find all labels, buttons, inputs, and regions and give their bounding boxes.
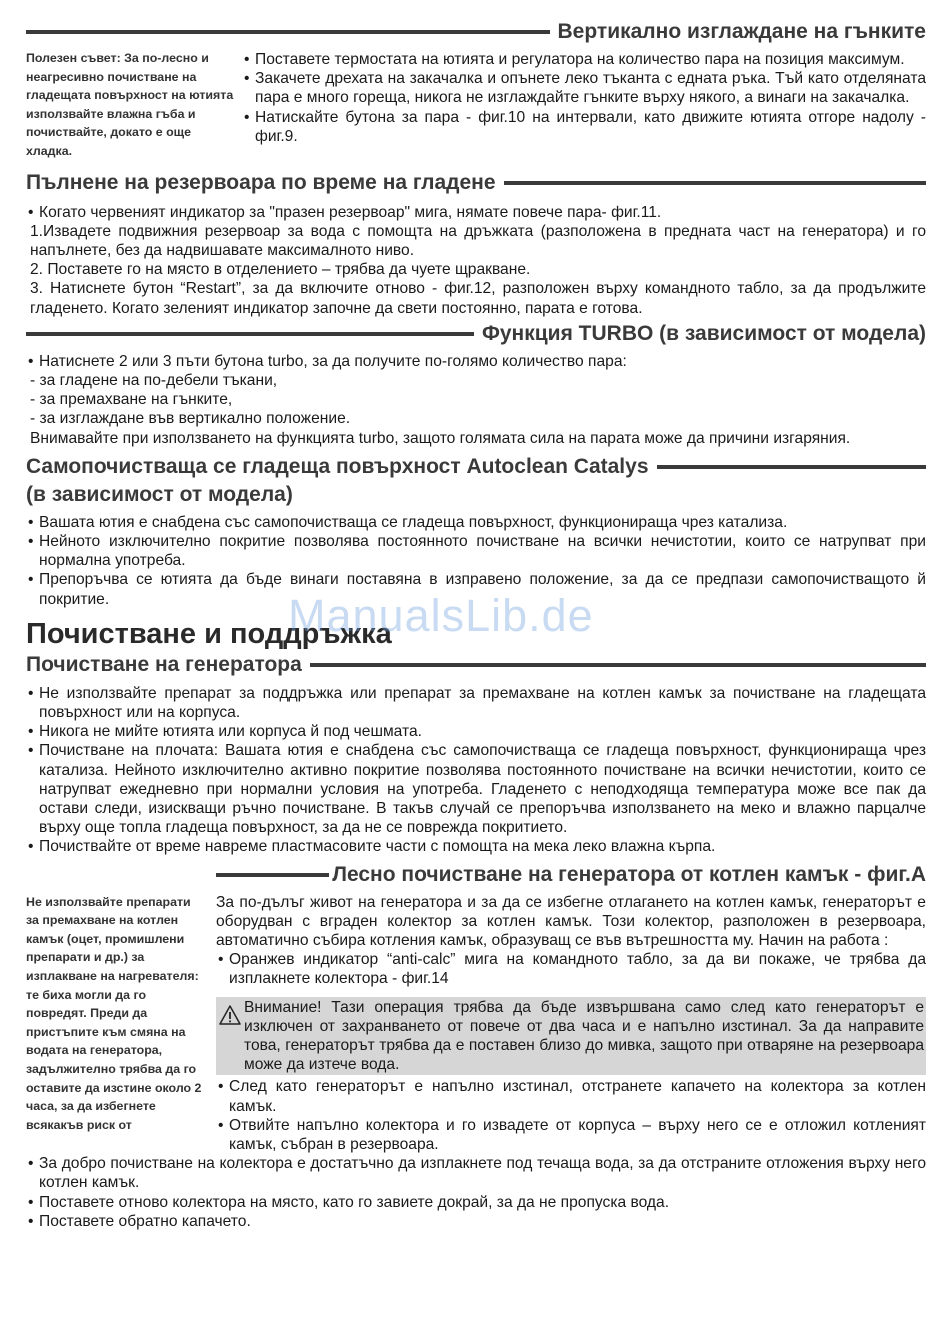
heading-text: Функция TURBO (в зависимост от модела) xyxy=(481,321,926,345)
list-item: • Поставете обратно капачето. xyxy=(26,1212,926,1231)
step-item: 2. Поставете го на място в отделението – трябва да чуете щракване. xyxy=(30,261,531,279)
list-item: • Поставете отново колектора на място, като го завиете докрай, за да не пропуска вода. xyxy=(26,1193,926,1212)
heading-rule xyxy=(216,873,329,877)
list-item: • Натиснете 2 или 3 пъти бутона turbo, за да получите по-голямо количество пара: xyxy=(26,352,926,371)
list-item: • Натискайте бутона за пара - фиг.10 на интервали, като движите ютията отгоре надолу - фиг.9. xyxy=(242,108,926,146)
list-item: • Почистване на плочата: Вашата ютия е снабдена със самопочистваща се гладеща повърхност, функционираща чрез катализа. Нейното изключително активно покритие позволява постоянното почистване на всички нечистотии, които се натрупват ежедневно при нормални условия на употреба. Гладенето с неподходяща температура може все пак да остави следи, изискващи ръчно почистване. В такъв случай се препоръчва използването на меко и влажно парцалче върху още топла гладеща повърхност, за да не се поврежда покритието. xyxy=(26,741,926,837)
section-heading-refill xyxy=(26,169,926,197)
heading-text: Вертикално изглаждане на гънките xyxy=(557,20,926,43)
heading-text: Лесно почистване на генератора от котлен камък - фиг.A xyxy=(332,862,926,886)
list-item: • Закачете дрехата на закачалка и опънете леко тъканта с едната ръка. Тъй като отделяната пара е много гореща, никога не изглаждайте гънките върху някого, а винаги на закачалка. xyxy=(242,69,926,107)
section-heading-vertical xyxy=(26,18,926,46)
step-item: 3. Натиснете бутон “Restart”, за да включите отново - фиг.12, разположен върху командното табло, за да продължите гладенето. Когато зеленият индикатор започне да свети постоянно, парата е готова. xyxy=(30,280,926,317)
list-item: • Не използвайте препарат за поддръжка или препарат за премахване на котлен камък за почистване на гладещата повърхност или на корпуса. xyxy=(26,684,926,722)
warning-triangle-icon xyxy=(219,1005,241,1025)
descale-final-list xyxy=(26,1154,926,1231)
step-item: 1.Извадете подвижния резервоар за вода с помощта на дръжката (разположена в предната част на генератора) и го напълнете, без да надвишавате максималното ниво. xyxy=(30,222,926,259)
heading-rule xyxy=(657,465,926,469)
vertical-list xyxy=(242,50,926,161)
section-heading-autoclean xyxy=(26,453,926,481)
dash-item: - за изглаждане във вертикално положение. xyxy=(30,410,351,428)
section-heading-descale xyxy=(216,861,926,889)
warning-text: Внимание! Тази операция трябва да бъде извършвана само след като генераторът е изключен от захранването от повече от два часа и е напълно изстинал. За да направите това, генераторът трябва да е поставен близо до мивка, защото при отваряне на резервоара може да изтече вода. xyxy=(244,998,924,1074)
dash-item: - за гладене на по-дебели тъкани, xyxy=(30,371,278,389)
main-heading-cleaning: Почистване и поддръжка xyxy=(26,617,392,650)
heading-text: Самопочистваща се гладеща повърхност Autoclean Catalys xyxy=(26,454,649,478)
refill-section xyxy=(26,203,926,318)
section-heading-turbo xyxy=(26,320,926,348)
list-item: • Никога не мийте ютията или корпуса й под чешмата. xyxy=(26,722,926,741)
list-item: • Вашата ютия е снабдена със самопочистваща се гладеща повърхност, функционираща чрез катализа. xyxy=(26,513,926,532)
descale-section xyxy=(26,861,926,1155)
heading-text: Почистване на генератора xyxy=(26,652,302,676)
list-item: • Оранжев индикатор “anti-calc” мига на командното табло, за да ви покаже, че трябва да изплакнете колектора - фиг.14 xyxy=(216,950,926,988)
heading-text: Пълнене на резервоара по време на гладене xyxy=(26,170,496,194)
list-item: • Препоръчва се ютията да бъде винаги поставяна в изправено положение, за да се предпази самопочистващото й покритие. xyxy=(26,570,926,608)
list-item: • Поставете термостата на ютията и регулатора на количество пара на позиция максимум. xyxy=(242,50,926,69)
list-item: • Почиствайте от време навреме пластмасовите части с помощта на мека леко влажна кърпа. xyxy=(26,837,926,856)
descale-sidebar: Не използвайте препарати за премахване на котлен камък (оцет, промишлени препарати и др.) за изплакване на нагревателя: те биха могли да го повредят. Преди да пристъпите към смяна на водата на генератора, задължително трябва да го оставите да изстине около 2 часа, за да избегнете всякакъв риск от xyxy=(26,894,202,1132)
turbo-note: Внимавайте при използването на функцията turbo, защото голямата сила на парата може да причини изгаряния. xyxy=(30,429,851,447)
list-item: • Отвийте напълно колектора и го извадете от корпуса – върху него се е отложил котленият камък, събран в резервоара. xyxy=(216,1116,926,1154)
heading-rule xyxy=(504,181,926,185)
heading-rule xyxy=(310,663,926,667)
tip-sidebar: Полезен съвет: За по-лесно и неагресивно почистване на гладещата повърхност на ютията използвайте влажна гъба и почиствайте, докато е още хладка. xyxy=(26,51,234,158)
warning-box xyxy=(216,997,926,1076)
list-item: • Когато червеният индикатор за "празен резервоар" мига, нямате повече пара- фиг.11. xyxy=(26,203,926,222)
dash-item: - за премахване на гънките, xyxy=(30,391,233,409)
list-item: • За добро почистване на колектора е достатъчно да изплакнете под течаща вода, за да отстраните отложения върху него котлен камък. xyxy=(26,1154,926,1192)
descale-intro: За по-дълъг живот на генератора и за да се избегне отлагането на котлен камък, генераторът е оборудван с вграден колектор за котлен камък. Този колектор, разположен в резервоара, автоматично събира котления камък, образуващ се във вътрешността му. Начин на работа : xyxy=(216,893,926,950)
heading-rule xyxy=(26,30,550,34)
watermark: ManualsLib.de xyxy=(288,590,594,641)
section-heading-autoclean-line2: (в зависимост от модела) xyxy=(26,482,293,506)
descale-main xyxy=(216,861,926,1155)
turbo-section xyxy=(26,352,926,448)
heading-rule xyxy=(26,332,474,336)
vertical-section xyxy=(26,50,926,161)
list-item: • Нейното изключително покритие позволява постоянното почистване на всички нечистотии, които се натрупват при нормална употреба. xyxy=(26,532,926,570)
cleaning-section xyxy=(26,684,926,857)
descale-body xyxy=(216,893,926,1155)
list-item: • След като генераторът е напълно изстинал, отстранете капачето на колектора за котлен камък. xyxy=(216,1077,926,1115)
section-heading-generator xyxy=(26,651,926,679)
